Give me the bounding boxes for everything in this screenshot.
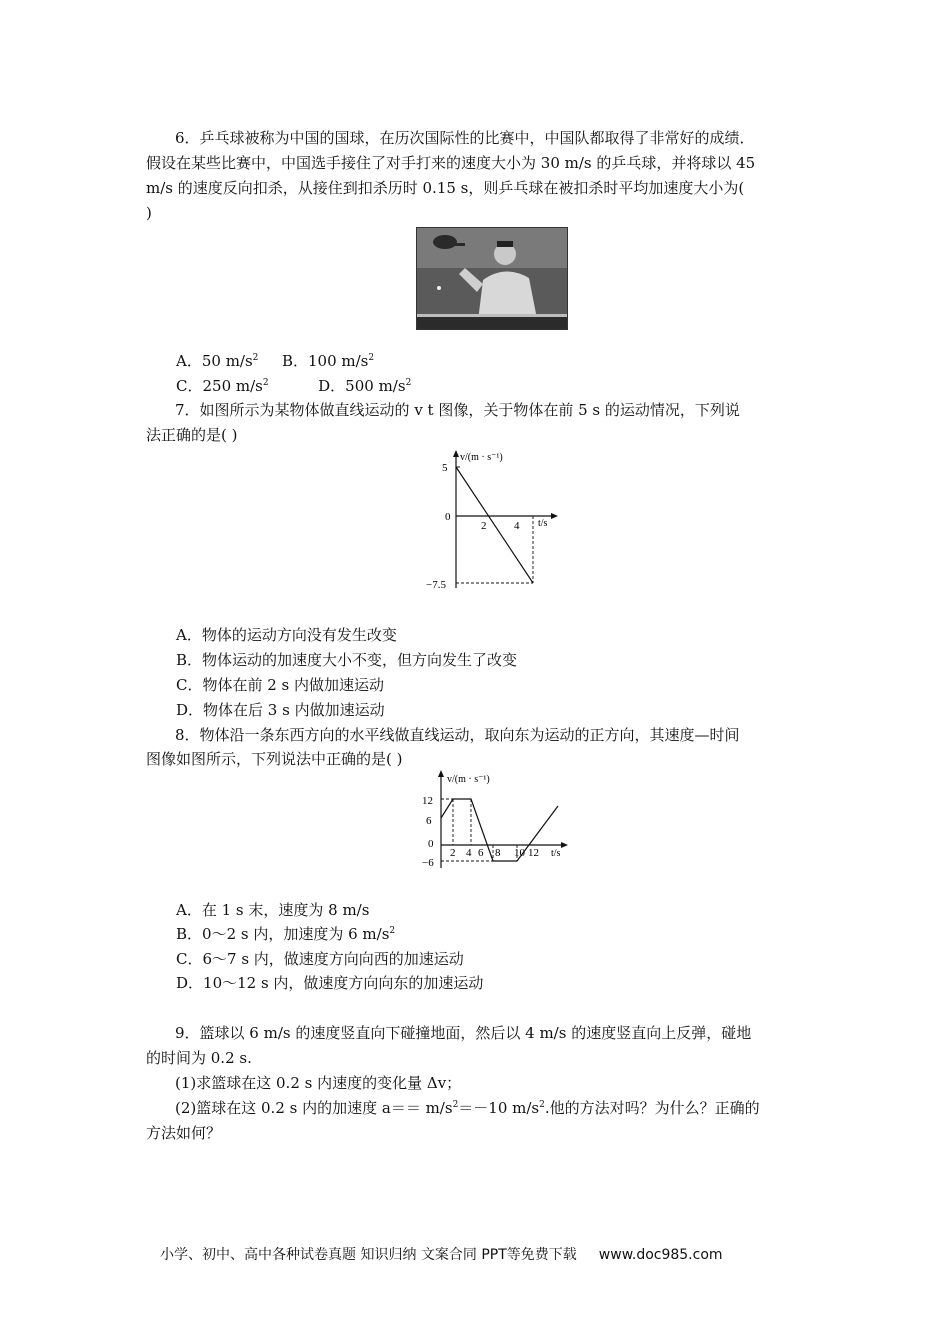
q8-option-a: A．在 1 s 末，速度为 8 m/s (176, 901, 370, 919)
q8-option-c: C．6～7 s 内，做速度方向向西的加速运动 (176, 950, 464, 968)
q6-line-2: 假设在某些比赛中，中国选手接住了对手打来的速度大小为 30 m/s 的乒乓球，并将球以 45 (146, 154, 756, 172)
q6-option-a: A．50 $m/s^2$ (176, 352, 259, 370)
table-tennis-photo (416, 227, 568, 330)
table-tennis-photo-drawing (417, 228, 567, 329)
q9-line-2: 的时间为 0.2 s. (146, 1049, 252, 1067)
q9-sub-1: (1)求篮球在这 0.2 s 内速度的变化量 Δv； (175, 1074, 462, 1092)
q7-x-label: t/s (538, 518, 548, 529)
q8-line-2: 图像如图所示，下列说法中正确的是( ) (146, 750, 403, 768)
q7-ytick-neg: −7.5 (426, 579, 446, 591)
q7-x-arrow (551, 513, 558, 519)
q8-y-label: v/(m · s⁻¹) (447, 774, 490, 785)
q6-options-row-2 (176, 374, 411, 399)
q7-velocity-line (456, 467, 533, 583)
q6-line-3: m/s 的速度反向扣杀，从接住到扣杀历时 0.15 s，则乒乓球在被扣杀时平均加速度大小为( (146, 179, 745, 197)
q6-option-b: B．100 $m/s^2$ (281, 352, 375, 370)
q7-ytick-0: 0 (445, 511, 451, 523)
q7-xtick-4: 4 (514, 520, 520, 532)
footer-url-link[interactable]: www.doc985.com (598, 1247, 723, 1263)
q8-xtick-8: 8 (495, 847, 501, 859)
q9-sub-2: (2)篮球在这 0.2 s 内的加速度 $a== m/s^2=-10$ $m/s^2$.他的方法对吗？为什么？正确的 (175, 1099, 760, 1117)
q8-y-arrow (438, 770, 444, 777)
q7-ytick-5: 5 (442, 462, 448, 474)
q8-ytick-12: 12 (422, 795, 433, 807)
q8-xtick-4: 4 (466, 847, 472, 859)
q7-y-label: v/(m · s⁻¹) (460, 452, 503, 463)
q8-ytick-0: 0 (428, 838, 434, 850)
q8-ytick-neg6: −6 (422, 857, 434, 869)
q8-x-label: t/s (551, 848, 561, 859)
q6-line-4: ) (146, 204, 152, 222)
q7-vt-graph (420, 446, 570, 596)
q8-xtick-12: 12 (528, 847, 539, 859)
q6-option-c: C．250 $m/s^2$ (176, 377, 269, 395)
footer-text: 小学、初中、高中各种试卷真题 知识归纳 文案合同 PPT等免费下载 (160, 1247, 577, 1263)
q7-xtick-2: 2 (481, 520, 487, 532)
q6-options-row-1 (176, 349, 374, 374)
q8-x-arrow (561, 842, 568, 848)
q7-line-2: 法正确的是( ) (146, 426, 238, 444)
q9-sub-2-cont: 方法如何？ (146, 1124, 222, 1142)
q7-option-b: B．物体运动的加速度大小不变，但方向发生了改变 (176, 651, 518, 669)
q8-vt-graph (416, 768, 576, 878)
q8-xtick-2: 2 (450, 847, 456, 859)
q8-line-1: 8．物体沿一条东西方向的水平线做直线运动，取向东为运动的正方向，其速度—时间 (175, 726, 740, 744)
q8-ytick-6: 6 (426, 815, 432, 827)
q8-xtick-10: 10 (514, 847, 525, 859)
q8-option-b: B．0～2 s 内，加速度为 6 $m/s^2$ (176, 925, 396, 943)
q7-option-d: D．物体在后 3 s 内做加速运动 (176, 701, 385, 719)
q6-line-1: 6．乒乓球被称为中国的国球，在历次国际性的比赛中，中国队都取得了非常好的成绩． (175, 129, 755, 147)
page-footer (160, 1244, 723, 1264)
q7-option-c: C．物体在前 2 s 内做加速运动 (176, 676, 385, 694)
q7-y-arrow (453, 450, 459, 457)
q8-xtick-6: 6 (478, 847, 484, 859)
q8-option-d: D．10～12 s 内，做速度方向向东的加速运动 (176, 974, 484, 992)
q7-line-1: 7．如图所示为某物体做直线运动的 v t 图像，关于物体在前 5 s 的运动情况，下列说 (175, 401, 740, 419)
q7-option-a: A．物体的运动方向没有发生改变 (176, 626, 397, 644)
q9-line-1: 9．篮球以 6 m/s 的速度竖直向下碰撞地面，然后以 4 m/s 的速度竖直向上反弹，碰地 (175, 1024, 752, 1042)
q6-option-d: D．500 $m/s^2$ (318, 377, 412, 395)
